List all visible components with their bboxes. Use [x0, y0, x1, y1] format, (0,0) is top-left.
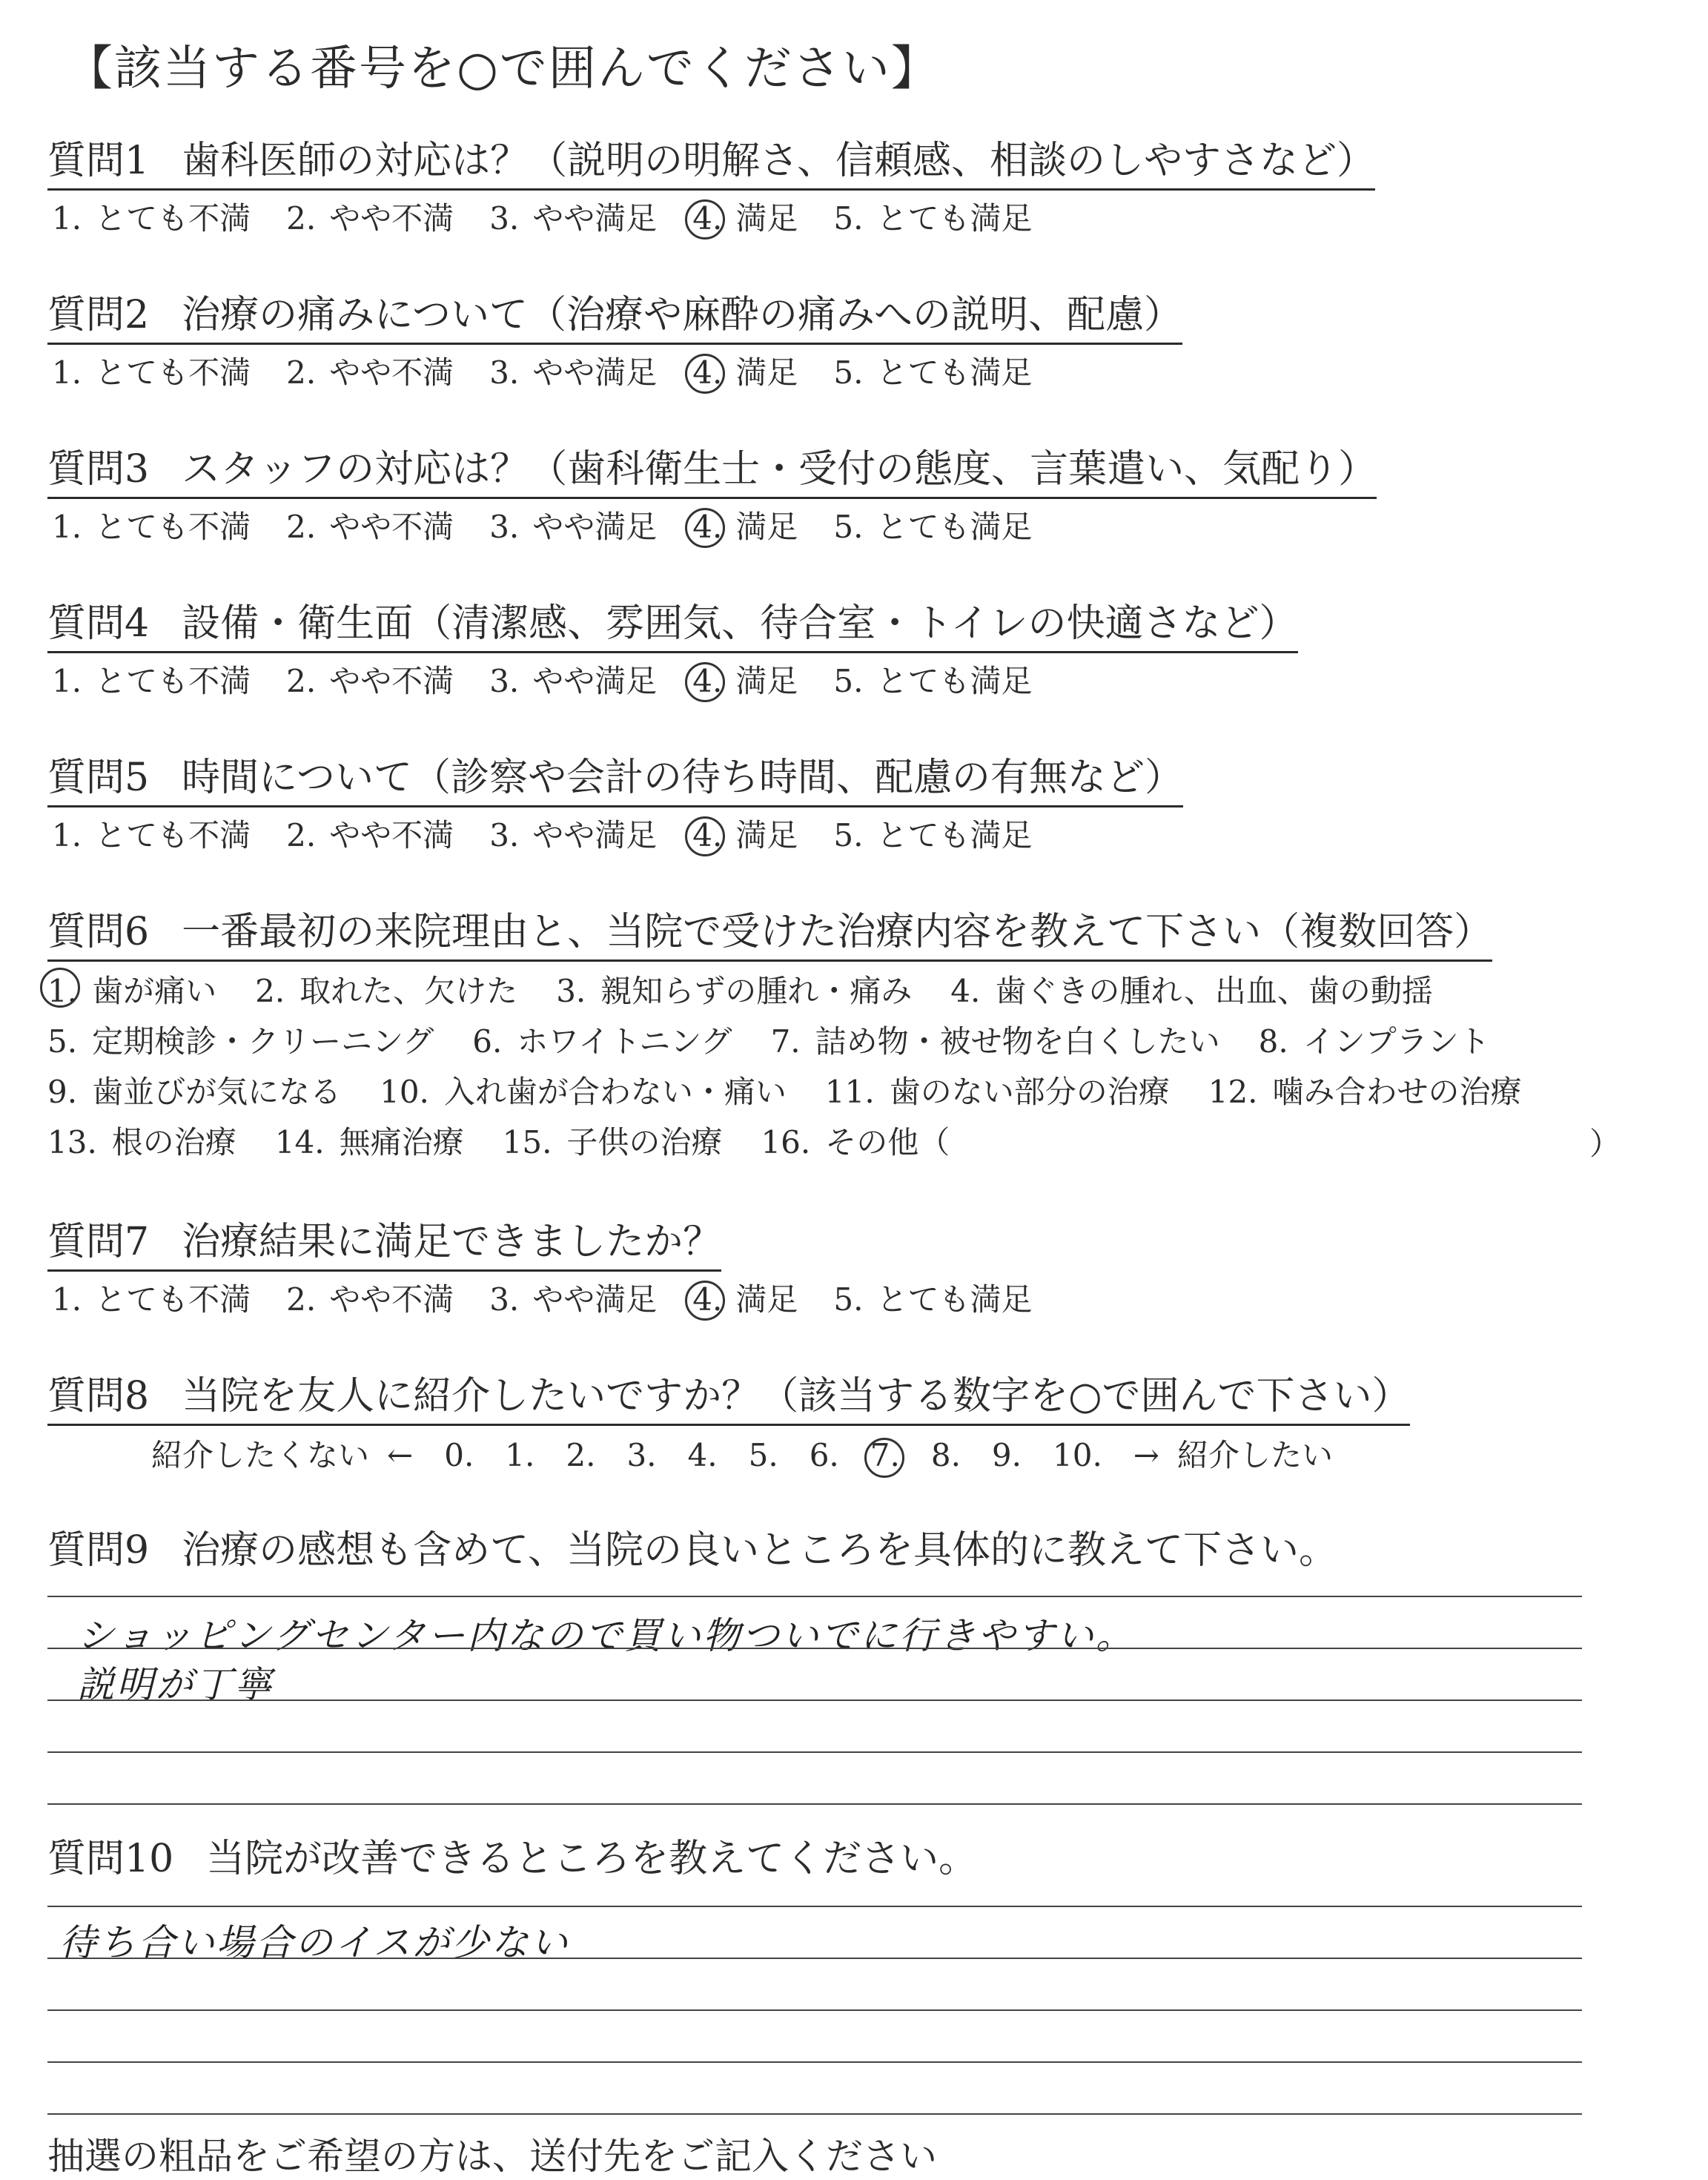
rating-option[interactable] [52, 661, 251, 702]
option-label: やや不満 [329, 663, 454, 699]
reason-option[interactable] [950, 966, 1433, 1017]
option-label: とても満足 [876, 817, 1033, 853]
option-number: 3. [489, 200, 520, 237]
question-number: 質問2 [47, 293, 150, 337]
rating-option[interactable] [286, 352, 454, 394]
rating-option[interactable] [286, 506, 454, 548]
answer-line [47, 2009, 1582, 2011]
question-text: 治療結果に満足できましたか？ [182, 1220, 722, 1264]
question-number: 質問3 [47, 447, 150, 492]
other-close-paren: ） [1589, 1126, 1621, 1162]
question-text: 時間について（診察や会計の待ち時間、配慮の有無など） [182, 756, 1184, 800]
option-number: 9. [47, 1074, 78, 1110]
rating-option[interactable] [692, 661, 798, 702]
question-3 [47, 443, 1664, 548]
handwritten-answer: 待ち合い場合のイスが少ない [59, 1921, 570, 1964]
question-number: 質問5 [47, 756, 150, 800]
question-5 [47, 752, 1664, 856]
option-label: やや満足 [532, 663, 658, 699]
question-title [47, 906, 1492, 962]
option-number: 1. [52, 663, 82, 699]
rating-option[interactable] [833, 815, 1032, 856]
question-number: 質問9 [47, 1528, 150, 1573]
option-number: 2. [286, 1281, 317, 1318]
scale-values [444, 1437, 1133, 1473]
handwritten-answer: 説明が丁寧 [77, 1663, 274, 1706]
rating-option[interactable] [692, 506, 798, 548]
option-label: インプラント [1302, 1023, 1490, 1060]
option-number: 5. [833, 354, 864, 391]
option-label: とても不満 [95, 509, 251, 545]
option-number: 2. [286, 200, 317, 237]
option-label: やや満足 [532, 1281, 658, 1318]
answer-line [47, 1906, 1582, 1907]
option-label: とても不満 [95, 663, 251, 699]
option-label: とても不満 [95, 354, 251, 391]
option-number: 3. [489, 1281, 520, 1318]
option-number: 3. [489, 509, 520, 545]
question-title [47, 1833, 977, 1886]
rating-options [47, 661, 1664, 702]
rating-option[interactable] [833, 661, 1032, 702]
scale-value[interactable]: 9. [991, 1437, 1022, 1473]
hand-drawn-circle-icon [685, 1281, 725, 1321]
reason-option[interactable] [771, 1017, 1220, 1067]
option-label: やや満足 [532, 509, 658, 545]
option-number: 2. [255, 973, 285, 1009]
hand-drawn-circle-icon [685, 199, 725, 240]
question-title [47, 443, 1377, 499]
left-arrow-icon: ← [387, 1437, 414, 1473]
rating-options [47, 815, 1664, 856]
option-number: 1. [52, 354, 82, 391]
reason-row-1 [47, 966, 1664, 1017]
answer-line [47, 1958, 1582, 1959]
scale-value[interactable]: 8. [930, 1437, 961, 1473]
option-label: とても満足 [876, 354, 1033, 391]
option-label: 歯並びが気になる [92, 1074, 342, 1110]
option-number: 12. [1208, 1074, 1258, 1110]
question-10 [47, 1833, 1664, 1886]
option-number: 2. [286, 663, 317, 699]
rating-option[interactable] [692, 198, 798, 240]
rating-option[interactable] [286, 661, 454, 702]
scale-value[interactable]: 1. [505, 1437, 535, 1473]
option-number: 16. [761, 1124, 811, 1160]
question-7 [47, 1216, 1664, 1321]
option-label: 満足 [735, 509, 798, 545]
question-title [47, 598, 1298, 653]
question-number: 質問6 [47, 910, 150, 954]
option-number: 5. [833, 817, 864, 853]
rating-option[interactable] [833, 352, 1032, 394]
option-label: とても満足 [876, 663, 1033, 699]
option-number: 3. [556, 973, 586, 1009]
question-text: 当院が改善できるところを教えてください。 [206, 1837, 978, 1881]
page-title: 【該当する番号を○で囲んでください】 [65, 42, 940, 96]
option-label: 定期検診・クリーニング [92, 1023, 434, 1060]
handwritten-answer: ショッピングセンター内なので買い物ついでに行きやすい。 [77, 1614, 1135, 1657]
option-label: やや満足 [532, 354, 658, 391]
option-label: とても満足 [876, 200, 1033, 237]
option-label: その他（ [825, 1124, 950, 1160]
question-1 [47, 135, 1664, 240]
rating-option[interactable] [489, 1279, 657, 1321]
scale-value-text: 7. [870, 1437, 900, 1473]
question-2 [47, 289, 1664, 394]
scale-value[interactable]: 10. [1053, 1437, 1102, 1473]
answer-line [47, 1751, 1582, 1753]
option-number: 3. [489, 354, 520, 391]
reason-row-2 [47, 1017, 1664, 1067]
option-label: やや不満 [329, 354, 454, 391]
option-label: やや不満 [329, 509, 454, 545]
option-label: やや不満 [329, 817, 454, 853]
rating-option[interactable] [692, 1279, 798, 1321]
question-text: 当院を友人に紹介したいですか？（該当する数字を○で囲んで下さい） [182, 1374, 1411, 1418]
option-label: 入れ歯が合わない・痛い [443, 1074, 787, 1110]
scale-value[interactable]: 2. [566, 1437, 596, 1473]
option-number: 1. [52, 200, 82, 237]
option-label: 満足 [735, 817, 798, 853]
option-number: 11. [824, 1074, 875, 1110]
option-label: 満足 [735, 663, 798, 699]
option-label: 親知らずの腫れ・痛み [600, 973, 913, 1009]
hand-drawn-circle-icon [40, 968, 80, 1008]
answer-line [47, 2113, 1582, 2115]
hand-drawn-circle-icon [685, 508, 725, 548]
rating-option[interactable] [52, 815, 251, 856]
option-number: 10. [380, 1074, 429, 1110]
recommend-scale [47, 1435, 1664, 1476]
option-number: 5. [47, 1023, 78, 1060]
scale-value[interactable]: 3. [626, 1437, 657, 1473]
rating-option[interactable] [692, 352, 798, 394]
question-title [47, 1370, 1410, 1426]
rating-option[interactable] [833, 1279, 1032, 1321]
footer-note: 抽選の粗品をご希望の方は、送付先をご記入ください [47, 2135, 937, 2178]
rating-options [47, 1279, 1664, 1321]
scale-right-label: 紹介したい [1177, 1437, 1334, 1473]
option-label: 歯のない部分の治療 [889, 1074, 1170, 1110]
option-label: 噛み合わせの治療 [1272, 1074, 1522, 1110]
option-label: 満足 [735, 1281, 798, 1318]
question-number: 質問7 [47, 1220, 150, 1264]
option-number: 5. [833, 200, 864, 237]
answer-line [47, 1700, 1582, 1701]
reason-option[interactable] [472, 1017, 732, 1067]
reason-option[interactable] [255, 966, 517, 1017]
reason-options [47, 966, 1664, 1168]
option-label: 根の治療 [111, 1124, 236, 1160]
question-text: 歯科医師の対応は？（説明の明解さ、信頼感、相談のしやすさなど） [182, 139, 1376, 183]
option-number: 4. [692, 663, 723, 699]
option-number: 4. [692, 1281, 723, 1318]
option-label: 子供の治療 [566, 1124, 723, 1160]
option-number: 5. [833, 1281, 864, 1318]
scale-value[interactable]: 5. [748, 1437, 778, 1473]
option-label: 歯が痛い [92, 973, 217, 1009]
answer-line [47, 1648, 1582, 1649]
question-title [47, 1216, 721, 1272]
rating-option[interactable] [286, 1279, 454, 1321]
rating-option[interactable] [489, 198, 657, 240]
rating-option[interactable] [489, 815, 657, 856]
reason-option[interactable] [47, 1017, 434, 1067]
reason-option[interactable] [1259, 1017, 1490, 1067]
right-arrow-icon: → [1133, 1437, 1159, 1473]
question-number: 質問10 [47, 1837, 174, 1881]
option-number: 1. [52, 1281, 82, 1318]
scale-left-label: 紹介したくない [151, 1437, 370, 1473]
question-text: 治療の感想も含めて、当院の良いところを具体的に教えて下さい。 [182, 1528, 1338, 1573]
reason-row-4 [47, 1117, 1664, 1168]
option-label: 詰め物・被せ物を白くしたい [815, 1023, 1220, 1060]
rating-option[interactable] [489, 506, 657, 548]
reason-option[interactable] [556, 966, 912, 1017]
question-text: 設備・衛生面（清潔感、雰囲気、待合室・トイレの快適さなど） [182, 601, 1298, 646]
question-title [47, 1525, 1337, 1578]
reason-option[interactable] [275, 1117, 464, 1168]
reason-option[interactable] [1208, 1067, 1522, 1117]
option-label: 満足 [735, 200, 798, 237]
rating-options [47, 198, 1664, 240]
scale-value[interactable]: 4. [687, 1437, 718, 1473]
rating-option[interactable] [52, 198, 251, 240]
question-8 [47, 1370, 1664, 1476]
option-label: とても満足 [876, 509, 1033, 545]
question-number: 質問1 [47, 139, 150, 183]
question-text: 一番最初の来院理由と、当院で受けた治療内容を教えて下さい（複数回答） [182, 910, 1493, 954]
reason-option[interactable] [825, 1067, 1170, 1117]
rating-option[interactable] [489, 661, 657, 702]
rating-option[interactable] [692, 815, 798, 856]
rating-option[interactable] [52, 506, 251, 548]
option-number: 2. [286, 817, 317, 853]
option-number: 7. [770, 1023, 801, 1060]
option-label: とても満足 [876, 1281, 1033, 1318]
option-number: 6. [472, 1023, 503, 1060]
question-9 [47, 1525, 1664, 1578]
question-number: 質問8 [47, 1374, 150, 1418]
option-number: 5. [833, 509, 864, 545]
option-label: とても不満 [95, 817, 251, 853]
option-label: とても不満 [95, 1281, 251, 1318]
option-number: 8. [1258, 1023, 1288, 1060]
question-6 [47, 906, 1664, 1168]
question-title [47, 289, 1182, 345]
question-4 [47, 598, 1664, 702]
option-number: 4. [692, 817, 723, 853]
option-label: やや不満 [329, 1281, 454, 1318]
option-number: 4. [692, 509, 723, 545]
question-number: 質問4 [47, 601, 150, 646]
option-label: ホワイトニング [517, 1023, 732, 1060]
hand-drawn-circle-icon [864, 1438, 904, 1478]
option-label: 取れた、欠けた [299, 973, 518, 1009]
option-number: 13. [47, 1124, 97, 1160]
reason-option[interactable] [761, 1117, 950, 1168]
option-number: 4. [950, 973, 981, 1009]
option-number: 4. [692, 354, 723, 391]
reason-option[interactable] [503, 1117, 723, 1168]
reason-option[interactable] [47, 1117, 236, 1168]
hand-drawn-circle-icon [685, 662, 725, 702]
rating-option[interactable] [52, 1279, 251, 1321]
option-label: 歯ぐきの腫れ、出血、歯の動揺 [995, 973, 1433, 1009]
hand-drawn-circle-icon [685, 354, 725, 394]
rating-option[interactable] [286, 815, 454, 856]
scale-value[interactable] [870, 1435, 900, 1476]
scale-value[interactable]: 0. [444, 1437, 474, 1473]
reason-option[interactable] [47, 966, 216, 1017]
option-number: 14. [274, 1124, 325, 1160]
question-title [47, 135, 1375, 191]
option-number: 15. [502, 1124, 552, 1160]
option-label: やや満足 [532, 817, 658, 853]
rating-option[interactable] [489, 352, 657, 394]
answer-line [47, 1596, 1582, 1597]
option-number: 3. [489, 663, 520, 699]
option-number: 2. [286, 509, 317, 545]
reason-option[interactable] [47, 1067, 341, 1117]
option-label: とても不満 [95, 200, 251, 237]
reason-option[interactable] [380, 1067, 787, 1117]
hand-drawn-circle-icon [685, 816, 725, 856]
rating-option[interactable] [833, 506, 1032, 548]
option-label: やや満足 [532, 200, 658, 237]
rating-option[interactable] [286, 198, 454, 240]
question-text: 治療の痛みについて（治療や麻酔の痛みへの説明、配慮） [182, 293, 1183, 337]
rating-option[interactable] [833, 198, 1032, 240]
rating-option[interactable] [52, 352, 251, 394]
option-label: 満足 [735, 354, 798, 391]
answer-line [47, 1803, 1582, 1805]
option-label: やや不満 [329, 200, 454, 237]
scale-value[interactable]: 6. [809, 1437, 839, 1473]
option-number: 1. [52, 509, 82, 545]
question-title [47, 752, 1183, 807]
option-number: 5. [833, 663, 864, 699]
option-number: 1. [47, 973, 78, 1009]
option-number: 3. [489, 817, 520, 853]
rating-options [47, 506, 1664, 548]
option-label: 無痛治療 [339, 1124, 464, 1160]
rating-options [47, 352, 1664, 394]
option-number: 1. [52, 817, 82, 853]
question-text: スタッフの対応は？（歯科衛生士・受付の態度、言葉遣い、気配り） [182, 447, 1377, 492]
option-number: 4. [692, 200, 723, 237]
answer-line [47, 2061, 1582, 2063]
reason-row-3 [47, 1067, 1664, 1117]
option-number: 2. [286, 354, 317, 391]
